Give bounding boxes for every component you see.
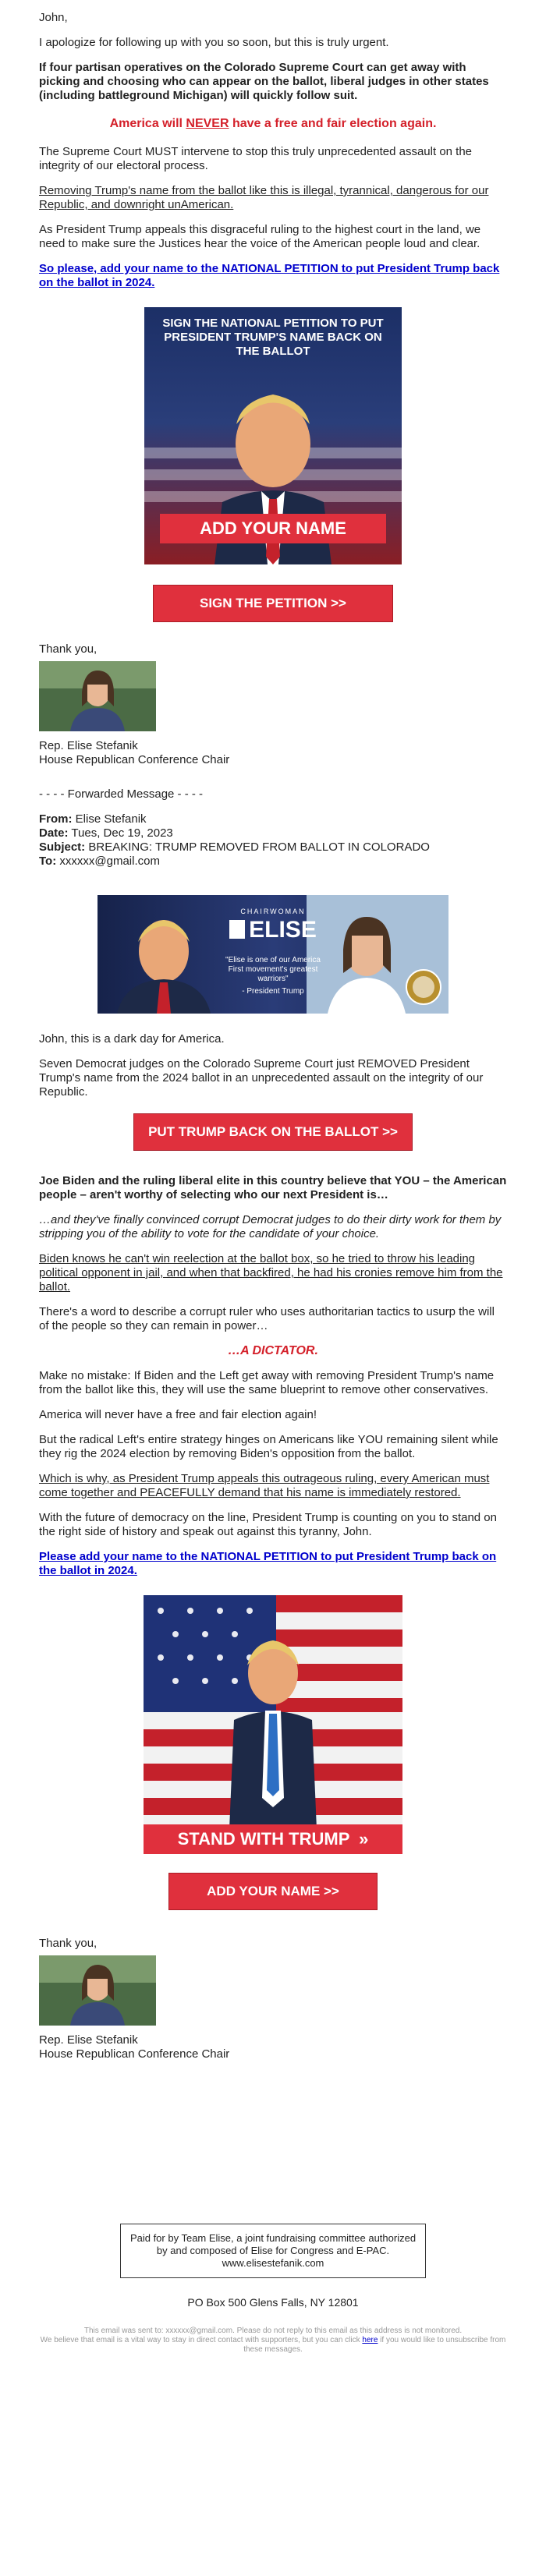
banner3-cta [144,1824,402,1854]
banner1-cta: ADD YOUR NAME [160,514,386,543]
stand-with-trump-image[interactable] [144,1595,402,1854]
never-headline [39,117,507,131]
date-value: Tues, Dec 19, 2023 [71,826,173,840]
paragraph-word: There's a word to describe a corrupt ruler who uses authoritarian tactics to usurp the will of the people so they can remain in power… [39,1305,495,1332]
banner1-headline: SIGN THE NATIONAL PETITION TO PUT PRESIDENT TRUMP'S NAME BACK ON THE BALLOT [162,317,384,358]
paragraph-seven-judges: Seven Democrat judges on the Colorado Supreme Court just REMOVED President Trump's name from the 2024 ballot in an unprecedented assault on the integrity of our Republic. [39,1057,484,1099]
greeting: John, [39,11,68,24]
footer-address: PO Box 500 Glens Falls, NY 12801 [187,2296,359,2309]
petition-link-1[interactable]: So please, add your name to the NATIONAL PETITION to put President Trump back on the ballot in 2024. [39,262,500,289]
banner2-name-text: ELISE [249,917,317,943]
signature-photo-2 [39,1955,156,2026]
email-body [39,0,507,2355]
fine-print [39,2327,507,2355]
subject-value: BREAKING: TRUMP REMOVED FROM BALLOT IN COLORADO [88,840,430,854]
footer [39,2224,507,2355]
signature-photo-1 [39,661,156,731]
never-text-c: have a free and fair election again. [229,117,437,130]
paragraph-appeal: As President Trump appeals this disgraceful ruling to the highest court in the land, we need to make sure the Justices hear the voice of the American people loud and clear. [39,223,481,250]
to-value: xxxxxx@gmail.com [59,855,160,868]
fine-print-2 [39,2336,507,2355]
sign-petition-button[interactable]: SIGN THE PETITION >> [153,585,393,622]
petition-link-2[interactable]: Please add your name to the NATIONAL PETITION to put President Trump back on the ballot in 2024. [39,1550,497,1577]
forwarded-header: - - - - Forwarded Message - - - - [39,787,204,801]
from-label: From: [39,812,73,826]
unsubscribe-link[interactable]: here [362,2336,378,2344]
paragraph-partisan: If four partisan operatives on the Colorado Supreme Court can get away with picking and choosing who can appear on the ballot, liberal judges in other states (including battleground Michigan) will quickly follow suit. [39,61,489,102]
paragraph-biden-elite: Joe Biden and the ruling liberal elite in this country believe that YOU – the American people – aren't worthy of selecting who our next President is… [39,1174,507,1201]
banner3-graphic [144,1595,402,1854]
forwarded-message [39,787,507,869]
paragraph-illegal: Removing Trump's name from the ballot like this is illegal, tyrannical, dangerous for our Republic, and downright unAmerican. [39,184,489,211]
never-text-a: America will [109,117,186,130]
fine-print-2b: if you would like to unsubscribe from these messages. [243,2336,506,2354]
banner2-chair: CHAIRWOMAN [240,908,306,915]
banner2-name [214,917,332,943]
signer-name-2: Rep. Elise Stefanik [39,2033,138,2047]
elise-banner-image [98,895,448,1014]
paragraph-dark-day: John, this is a dark day for America. [39,1032,225,1046]
paragraph-silent: But the radical Left's entire strategy hinges on Americans like YOU remaining silent while they rig the 2024 election by removing Biden's opposition from the ballot. [39,1433,498,1460]
fine-print-2a: We believe that email is a vital way to stay in direct contact with supporters, but you can click [40,2336,363,2344]
paragraph-convinced: …and they've finally convinced corrupt Democrat judges to do their dirty work for them by stripping you of the ability to vote for the candidate of your choice. [39,1213,502,1240]
paragraph-supreme-court: The Supreme Court MUST intervene to stop this truly unprecedented assault on the integrity of our electoral process. [39,145,473,172]
never-text-b: NEVER [186,117,229,130]
paragraph-democracy: With the future of democracy on the line, President Trump is counting on you to stand on the right side of history and speak out against this tyranny, John. [39,1511,497,1538]
double-chevron-icon: » [359,1829,369,1849]
banner2-attrib: - President Trump [242,987,304,996]
signer-title-2: House Republican Conference Chair [39,2047,230,2061]
elise-logo-icon [229,920,245,939]
thanks-1: Thank you, [39,642,98,656]
petition-banner-image[interactable] [144,307,402,564]
date-label: Date: [39,826,69,840]
add-your-name-button[interactable]: ADD YOUR NAME >> [168,1873,378,1910]
banner3-cta-text: STAND WITH TRUMP [177,1829,349,1849]
paid-for-text: Paid for by Team Elise, a joint fundraising committee authorized by and composed of Elise for Congress and E-PAC. www.elisestefanik.com [129,2232,417,2269]
paid-for-box [120,2224,426,2278]
dictator-headline: …A DICTATOR. [228,1344,318,1357]
banner2-quote: "Elise is one of our America First movement's greatest warriors" [225,956,321,983]
portrait-graphic-2 [39,1955,156,2026]
signer-title-1: House Republican Conference Chair [39,753,230,766]
paragraph-peacefully: Which is why, as President Trump appeals this outrageous ruling, every American must come together and PEACEFULLY demand that his name is immediately restored. [39,1472,490,1499]
thanks-2: Thank you, [39,1937,98,1950]
put-trump-back-button[interactable]: PUT TRUMP BACK ON THE BALLOT >> [133,1113,413,1151]
subject-label: Subject: [39,840,86,854]
paragraph-reelection: Biden knows he can't win reelection at the ballot box, so he tried to throw his leading political opponent in jail, and when that backfired, he had his cronies remove him from the ballot. [39,1252,503,1293]
from-value: Elise Stefanik [75,812,147,826]
fine-print-1: This email was sent to: xxxxxx@gmail.com. Please do not reply to this email as this address is not monitored. [83,2327,463,2335]
to-label: To: [39,855,57,868]
paragraph-never-free: America will never have a free and fair election again! [39,1408,317,1421]
portrait-graphic [39,661,156,731]
signer-name-1: Rep. Elise Stefanik [39,739,138,752]
paragraph-apology: I apologize for following up with you so soon, but this is truly urgent. [39,36,389,49]
paragraph-no-mistake: Make no mistake: If Biden and the Left get away with removing President Trump's name from the ballot like this, they will use the same blueprint to remove other conservatives. [39,1369,495,1396]
